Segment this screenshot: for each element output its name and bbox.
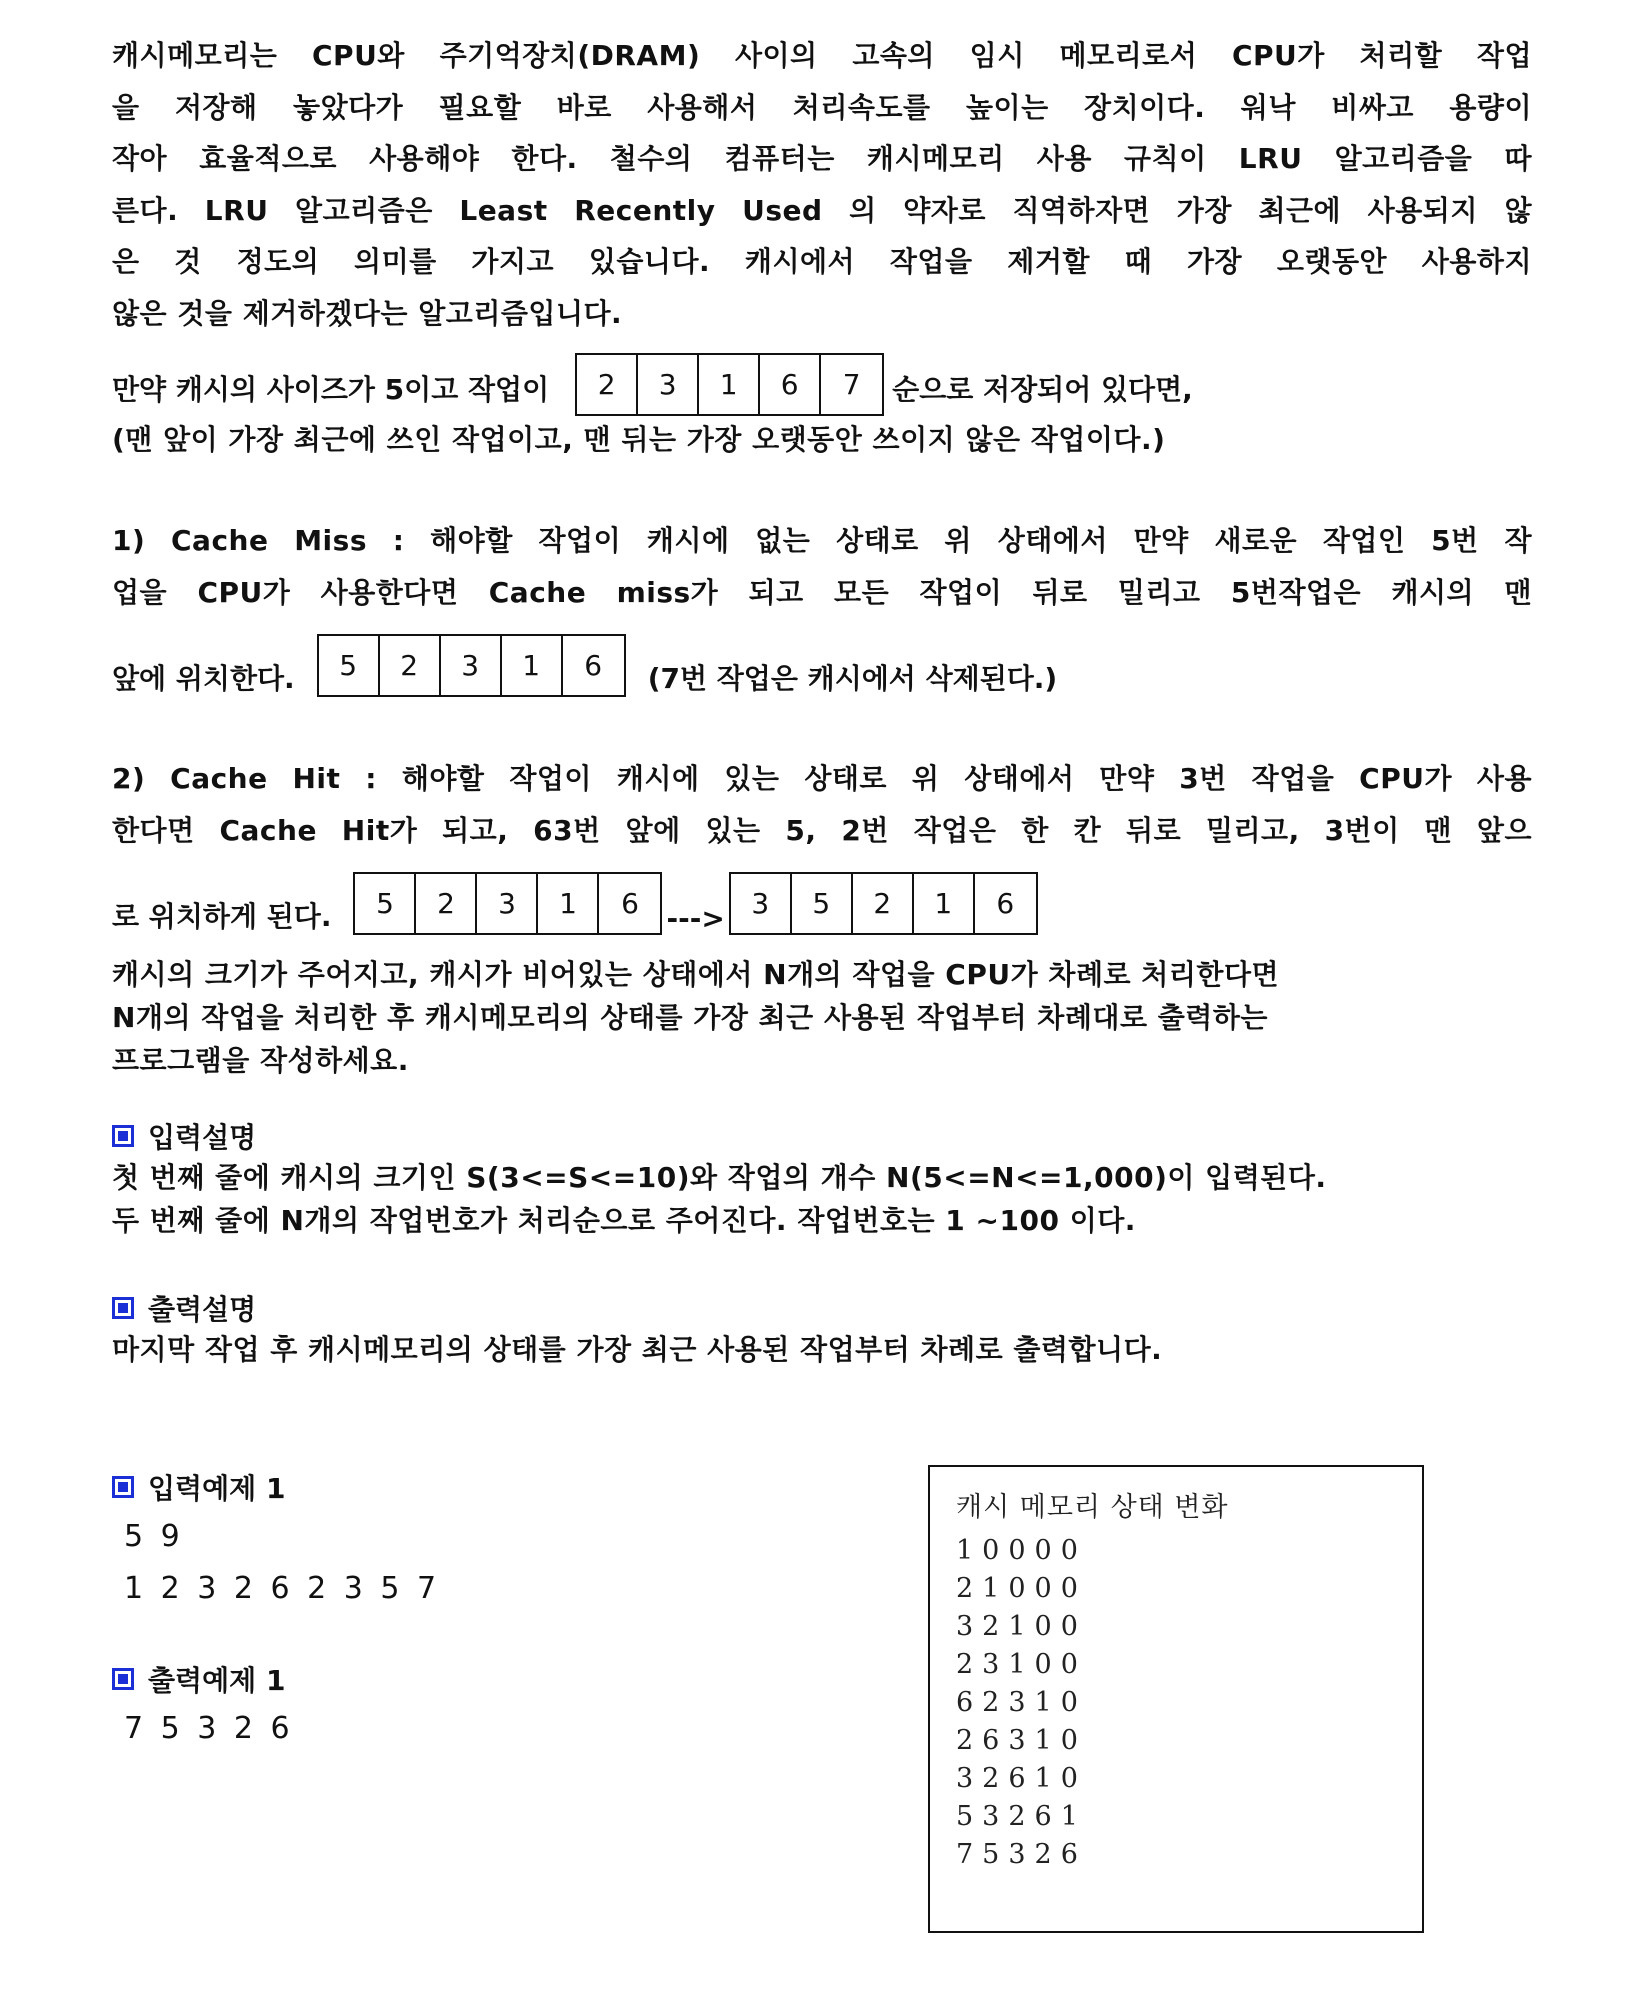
input-example-line: 1 2 3 2 6 2 3 5 7: [124, 1571, 441, 1606]
input-example-line: 5 9: [124, 1519, 184, 1554]
output-example-line: 7 5 3 2 6: [124, 1711, 294, 1746]
intro-paragraph: [112, 30, 1532, 339]
input-description-section: [112, 1116, 1532, 1242]
task-line: 프로그램을 작성하세요.: [112, 1044, 409, 1077]
cache-cells-initial: [575, 353, 884, 416]
cache-cell: 1: [699, 355, 760, 414]
intro-line: 은 것 정도의 의미를 가지고 있습니다. 캐시에서 작업을 제거할 때 가장 오랫동안 사용하지: [112, 245, 1532, 278]
trace-row: 21000: [956, 1573, 1087, 1604]
output-example-heading: 출력예제 1: [148, 1664, 286, 1697]
cache-cells-after-hit: [729, 872, 1038, 935]
cache-cell: 2: [853, 874, 914, 933]
trace-row: 10000: [956, 1535, 1087, 1566]
cache-cell: 6: [996, 887, 1015, 920]
square-bullet-icon: [112, 1297, 134, 1319]
trace-row: 23100: [956, 1649, 1087, 1680]
intro-line: 른다. LRU 알고리즘은 Least Recently Used 의 약자로 직역하자면 가장 최근에 사용되지 않: [112, 193, 1532, 227]
cache-miss-prefix: 앞에 위치한다.: [112, 662, 295, 695]
trace-row: 75326: [956, 1839, 1087, 1870]
cache-cell: 2: [577, 355, 638, 414]
trace-row: 32610: [956, 1763, 1087, 1794]
cache-hit-line: 2) Cache Hit : 해야할 작업이 캐시에 있는 상태로 위 상태에서 만약 3번 작업을 CPU가 사용: [112, 762, 1532, 795]
cache-hit-prefix: 로 위치하게 된다.: [112, 900, 332, 933]
square-bullet-icon: [112, 1668, 134, 1690]
intro-line: 작아 효율적으로 사용해야 한다. 철수의 컴퓨터는 캐시메모리 사용 규칙이 LRU 알고리즘을 따: [112, 142, 1532, 175]
cache-hit-line: 한다면 Cache Hit가 되고, 63번 앞에 있는 5, 2번 작업은 한 칸 뒤로 밀리고, 3번이 맨 앞으: [112, 813, 1532, 847]
cache-cell: 5: [319, 636, 380, 695]
example-state-line: [112, 353, 1532, 416]
transition-arrow: --->: [666, 902, 725, 935]
cache-cell: 5: [792, 874, 853, 933]
cache-cell: 3: [731, 874, 792, 933]
cache-miss-paragraph: [112, 515, 1532, 618]
cache-cell: 2: [380, 636, 441, 695]
trace-row: 53261: [956, 1801, 1087, 1832]
square-bullet-icon: [112, 1125, 134, 1147]
cache-miss-line: 업을 CPU가 사용한다면 Cache miss가 되고 모든 작업이 뒤로 밀리고 5번작업은 캐시의 맨: [112, 575, 1532, 609]
cache-cell: 2: [416, 874, 477, 933]
cache-state-trace-box: [928, 1465, 1424, 1933]
cache-cell: 6: [584, 649, 603, 682]
cache-cell: 5: [355, 874, 416, 933]
trace-row: 62310: [956, 1687, 1087, 1718]
cache-cell: 1: [914, 874, 975, 933]
intro-line: 을 저장해 놓았다가 필요할 바로 사용해서 처리속도를 높이는 장치이다. 워낙 비싸고 용량이: [112, 90, 1532, 124]
cache-cells-miss: [317, 634, 626, 697]
cache-miss-line: 1) Cache Miss : 해야할 작업이 캐시에 없는 상태로 위 상태에서 만약 새로운 작업인 5번 작: [112, 524, 1532, 557]
square-bullet-icon: [112, 1476, 134, 1498]
output-description-section: [112, 1288, 1532, 1371]
cache-cell: 6: [760, 355, 821, 414]
cache-miss-suffix: (7번 작업은 캐시에서 삭제된다.): [647, 662, 1058, 695]
cache-cell: 7: [842, 368, 861, 401]
input-description-line: 첫 번째 줄에 캐시의 크기인 S(3<=S<=10)와 작업의 개수 N(5<=N<=1,000)이 입력된다.: [112, 1161, 1327, 1194]
intro-line: 않은 것을 제거하겠다는 알고리즘입니다.: [112, 296, 623, 330]
task-paragraph: [112, 953, 1532, 1082]
example-state-prefix: 만약 캐시의 사이즈가 5이고 작업이: [112, 373, 550, 406]
cache-miss-result-line: [112, 634, 1532, 697]
example-state-note: (맨 앞이 가장 최근에 쓰인 작업이고, 맨 뒤는 가장 오랫동안 쓰이지 않은 작업이다.): [112, 423, 1166, 456]
example-state-suffix: 순으로 저장되어 있다면,: [892, 373, 1193, 406]
cache-cell: 1: [538, 874, 599, 933]
trace-title: 캐시 메모리 상태 변화: [956, 1492, 1229, 1523]
cache-cell: 6: [621, 887, 639, 920]
task-line: 캐시의 크기가 주어지고, 캐시가 비어있는 상태에서 N개의 작업을 CPU가 차례로 처리한다면: [112, 958, 1280, 991]
cache-cells-before-hit: [353, 872, 662, 935]
cache-cell: 3: [477, 874, 538, 933]
input-description-heading: 입력설명: [148, 1121, 257, 1154]
cache-cell: 3: [638, 355, 699, 414]
cache-cell: 3: [441, 636, 502, 695]
input-example-heading: 입력예제 1: [148, 1472, 286, 1505]
cache-hit-result-line: [112, 872, 1532, 935]
input-description-line: 두 번째 줄에 N개의 작업번호가 처리순으로 주어진다. 작업번호는 1 ~100 이다.: [112, 1204, 1136, 1237]
output-description-heading: 출력설명: [148, 1293, 257, 1326]
task-line: N개의 작업을 처리한 후 캐시메모리의 상태를 가장 최근 사용된 작업부터 차례대로 출력하는: [112, 1001, 1268, 1034]
output-description-line: 마지막 작업 후 캐시메모리의 상태를 가장 최근 사용된 작업부터 차례로 출력합니다.: [112, 1333, 1163, 1366]
cache-cell: 1: [502, 636, 563, 695]
trace-row: 32100: [956, 1611, 1087, 1642]
intro-line: 캐시메모리는 CPU와 주기억장치(DRAM) 사이의 고속의 임시 메모리로서 CPU가 처리할 작업: [112, 39, 1532, 72]
cache-hit-paragraph: [112, 753, 1532, 856]
trace-row: 26310: [956, 1725, 1087, 1756]
